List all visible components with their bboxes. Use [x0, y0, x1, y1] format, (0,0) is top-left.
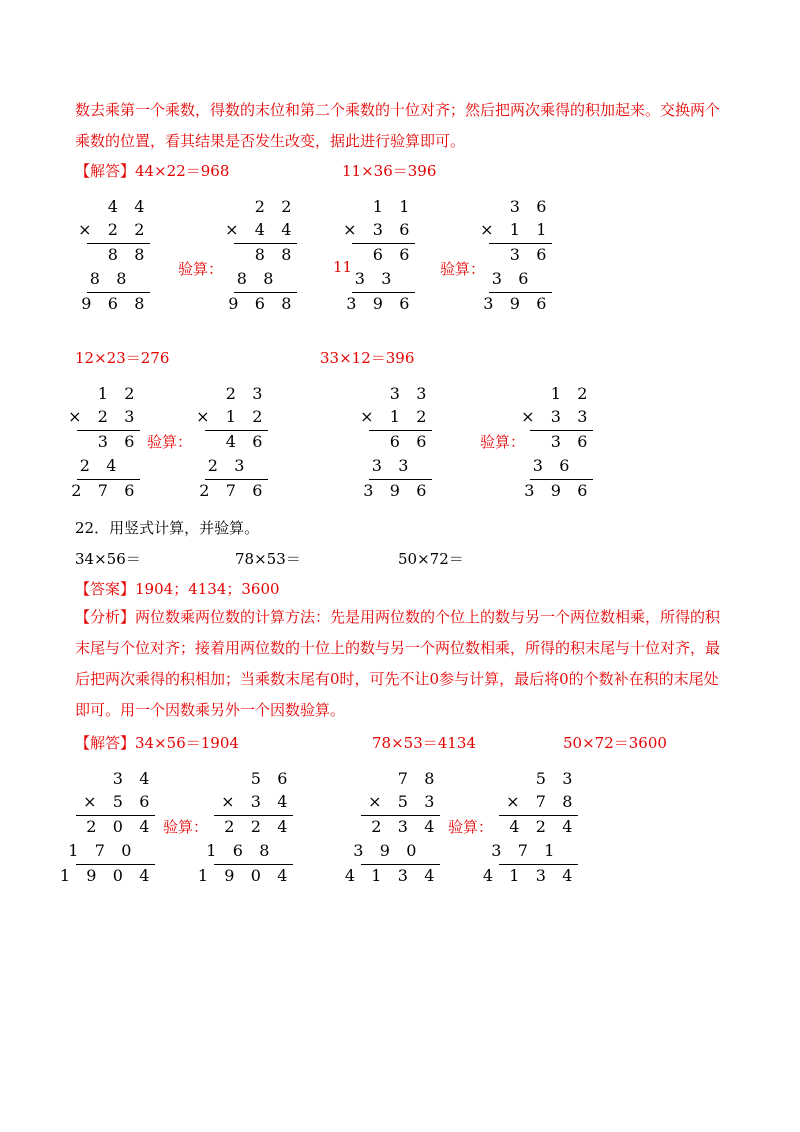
calc-row: 5 3 — [535, 769, 578, 788]
calc-row: 2 3 — [225, 384, 268, 403]
vertical-calc-23x12 — [193, 382, 268, 507]
calc-row: 2 3 4 — [371, 817, 440, 836]
calc-row: × 3 4 — [221, 792, 293, 811]
check-label: 验算： — [480, 433, 526, 451]
calc-row: × 3 6 — [343, 220, 415, 239]
calc-row: 8 8 — [236, 269, 279, 288]
calc-row: 5 6 — [250, 769, 293, 788]
calc-row: 3 6 — [491, 269, 534, 288]
calc-row: 4 6 — [225, 432, 268, 451]
calc-row: 3 3 — [371, 456, 414, 475]
vertical-calc-12x33 — [518, 382, 593, 507]
calc-row: 1 1 — [372, 197, 415, 216]
calc-row: 3 3 — [354, 269, 397, 288]
check-label: 验算： — [178, 260, 224, 278]
answer-line — [75, 578, 280, 599]
answer-tag: 【答案】 — [75, 580, 136, 598]
equation-11x36: 11×36＝396 — [342, 162, 437, 180]
calc-row: × 2 2 — [78, 220, 150, 239]
calc-row: 2 7 6 — [199, 481, 268, 500]
calc-row: 4 1 3 4 — [344, 866, 440, 885]
vertical-calc-12x23 — [65, 382, 140, 507]
calc-row: 9 6 8 — [81, 294, 150, 313]
problem-50x72: 50×72＝ — [398, 550, 464, 568]
solution-header-22 — [75, 732, 239, 753]
calc-row: 1 9 0 4 — [59, 866, 155, 885]
previous-analysis-text: 数去乘第一个乘数，得数的末位和第二个乘数的十位对齐；然后把两次乘得的积加起来。交换两个乘数的位置，看其结果是否发生改变，据此进行验算即可。 — [75, 101, 721, 150]
calc-row: × 1 1 — [480, 220, 552, 239]
calc-row: 6 6 — [372, 245, 415, 264]
vertical-calc-22x44 — [222, 195, 297, 320]
equation-78x53: 78×53＝4134 — [372, 734, 476, 752]
vertical-calc-33x12 — [357, 382, 432, 507]
calc-row: 7 8 — [397, 769, 440, 788]
analysis-body: 两位数乘两位数的计算方法：先是用两位数的个位上的数与另一个两位数相乘，所得的积末尾与个位对齐；接着用两位数的十位上的数与另一个两位数相乘，所得的积末尾与十位对齐，最后把两次乘得的积相加；当乘数末尾有0时，可先不让0参与计算，最后将0的个数补在积的末尾处即可。用一个因数乘另外一个因数验算。 — [75, 608, 721, 719]
calc-row: 3 9 6 — [524, 481, 593, 500]
calc-row: 3 3 — [389, 384, 432, 403]
calc-row: 1 7 0 — [68, 841, 137, 860]
vertical-calc-53x78 — [482, 767, 578, 892]
calc-row: × 1 2 — [360, 407, 432, 426]
vertical-calc-56x34 — [197, 767, 293, 892]
calc-row: 8 8 — [254, 245, 297, 264]
vertical-calc-36x11 — [477, 195, 552, 320]
question-prompt: 用竖式计算，并验算。 — [109, 519, 260, 537]
calc-row: 3 9 6 — [346, 294, 415, 313]
calc-row: 9 6 8 — [228, 294, 297, 313]
check-label: 验算： — [448, 818, 494, 836]
calc-row: 3 6 — [509, 197, 552, 216]
vertical-calc-34x56 — [59, 767, 155, 892]
calc-row: 1 6 8 — [206, 841, 275, 860]
calc-row: × 1 2 — [196, 407, 268, 426]
vertical-calc-78x53 — [344, 767, 440, 892]
calc-row: 1 9 0 4 — [197, 866, 293, 885]
calc-row: 3 9 6 — [483, 294, 552, 313]
calc-row: 4 2 4 — [509, 817, 578, 836]
calc-row: 3 9 0 — [353, 841, 422, 860]
calc-row: 1 2 — [550, 384, 593, 403]
analysis-tag: 【分析】 — [75, 608, 136, 626]
calc-row: 6 6 — [389, 432, 432, 451]
vertical-calc-44x22 — [75, 195, 150, 320]
calc-row: × 4 4 — [225, 220, 297, 239]
equation-12x23: 12×23＝276 — [75, 349, 170, 367]
calc-row: 4 4 — [107, 197, 150, 216]
solution-header-1 — [75, 160, 229, 181]
calc-row: 2 4 — [79, 456, 122, 475]
calc-row: 3 7 1 — [491, 841, 560, 860]
calc-row: 2 2 — [254, 197, 297, 216]
problem-34x56: 34×56＝ — [75, 550, 141, 568]
answer-values: 1904；4134；3600 — [135, 580, 280, 598]
check-label: 验算： — [147, 433, 193, 451]
equation-50x72: 50×72＝3600 — [563, 734, 667, 752]
calc-row: 8 8 — [89, 269, 132, 288]
calc-row: × 5 6 — [83, 792, 155, 811]
calc-row: 3 6 — [97, 432, 140, 451]
calc-row: 3 4 — [112, 769, 155, 788]
calc-row: 2 0 4 — [86, 817, 155, 836]
calc-row: 3 6 — [532, 456, 575, 475]
question-22 — [75, 517, 259, 538]
check-label: 验算： — [440, 260, 486, 278]
calc-row: 2 3 — [207, 456, 250, 475]
calc-row: × 3 3 — [521, 407, 593, 426]
calc-row: 8 8 — [107, 245, 150, 264]
equation-33x12: 33×12＝396 — [320, 349, 415, 367]
problem-78x53: 78×53＝ — [235, 550, 301, 568]
vertical-calc-11x36 — [340, 195, 415, 320]
solution-tag: 【解答】 — [75, 162, 136, 180]
calc-row: × 2 3 — [68, 407, 140, 426]
calc-row: 3 6 — [509, 245, 552, 264]
stray-mark: 11 — [333, 258, 353, 276]
check-label: 验算： — [163, 818, 209, 836]
calc-row: × 5 3 — [368, 792, 440, 811]
calc-row: 4 1 3 4 — [482, 866, 578, 885]
calc-row: 3 6 — [550, 432, 593, 451]
calc-row: 3 9 6 — [363, 481, 432, 500]
analysis-text — [75, 602, 725, 726]
calc-row: × 7 8 — [506, 792, 578, 811]
question-number: 22． — [75, 519, 110, 537]
equation-34x56: 34×56＝1904 — [135, 734, 239, 752]
calc-row: 2 2 4 — [224, 817, 293, 836]
solution-tag: 【解答】 — [75, 734, 136, 752]
calc-row: 2 7 6 — [71, 481, 140, 500]
equation-44x22: 44×22＝968 — [135, 162, 230, 180]
calc-row: 1 2 — [97, 384, 140, 403]
